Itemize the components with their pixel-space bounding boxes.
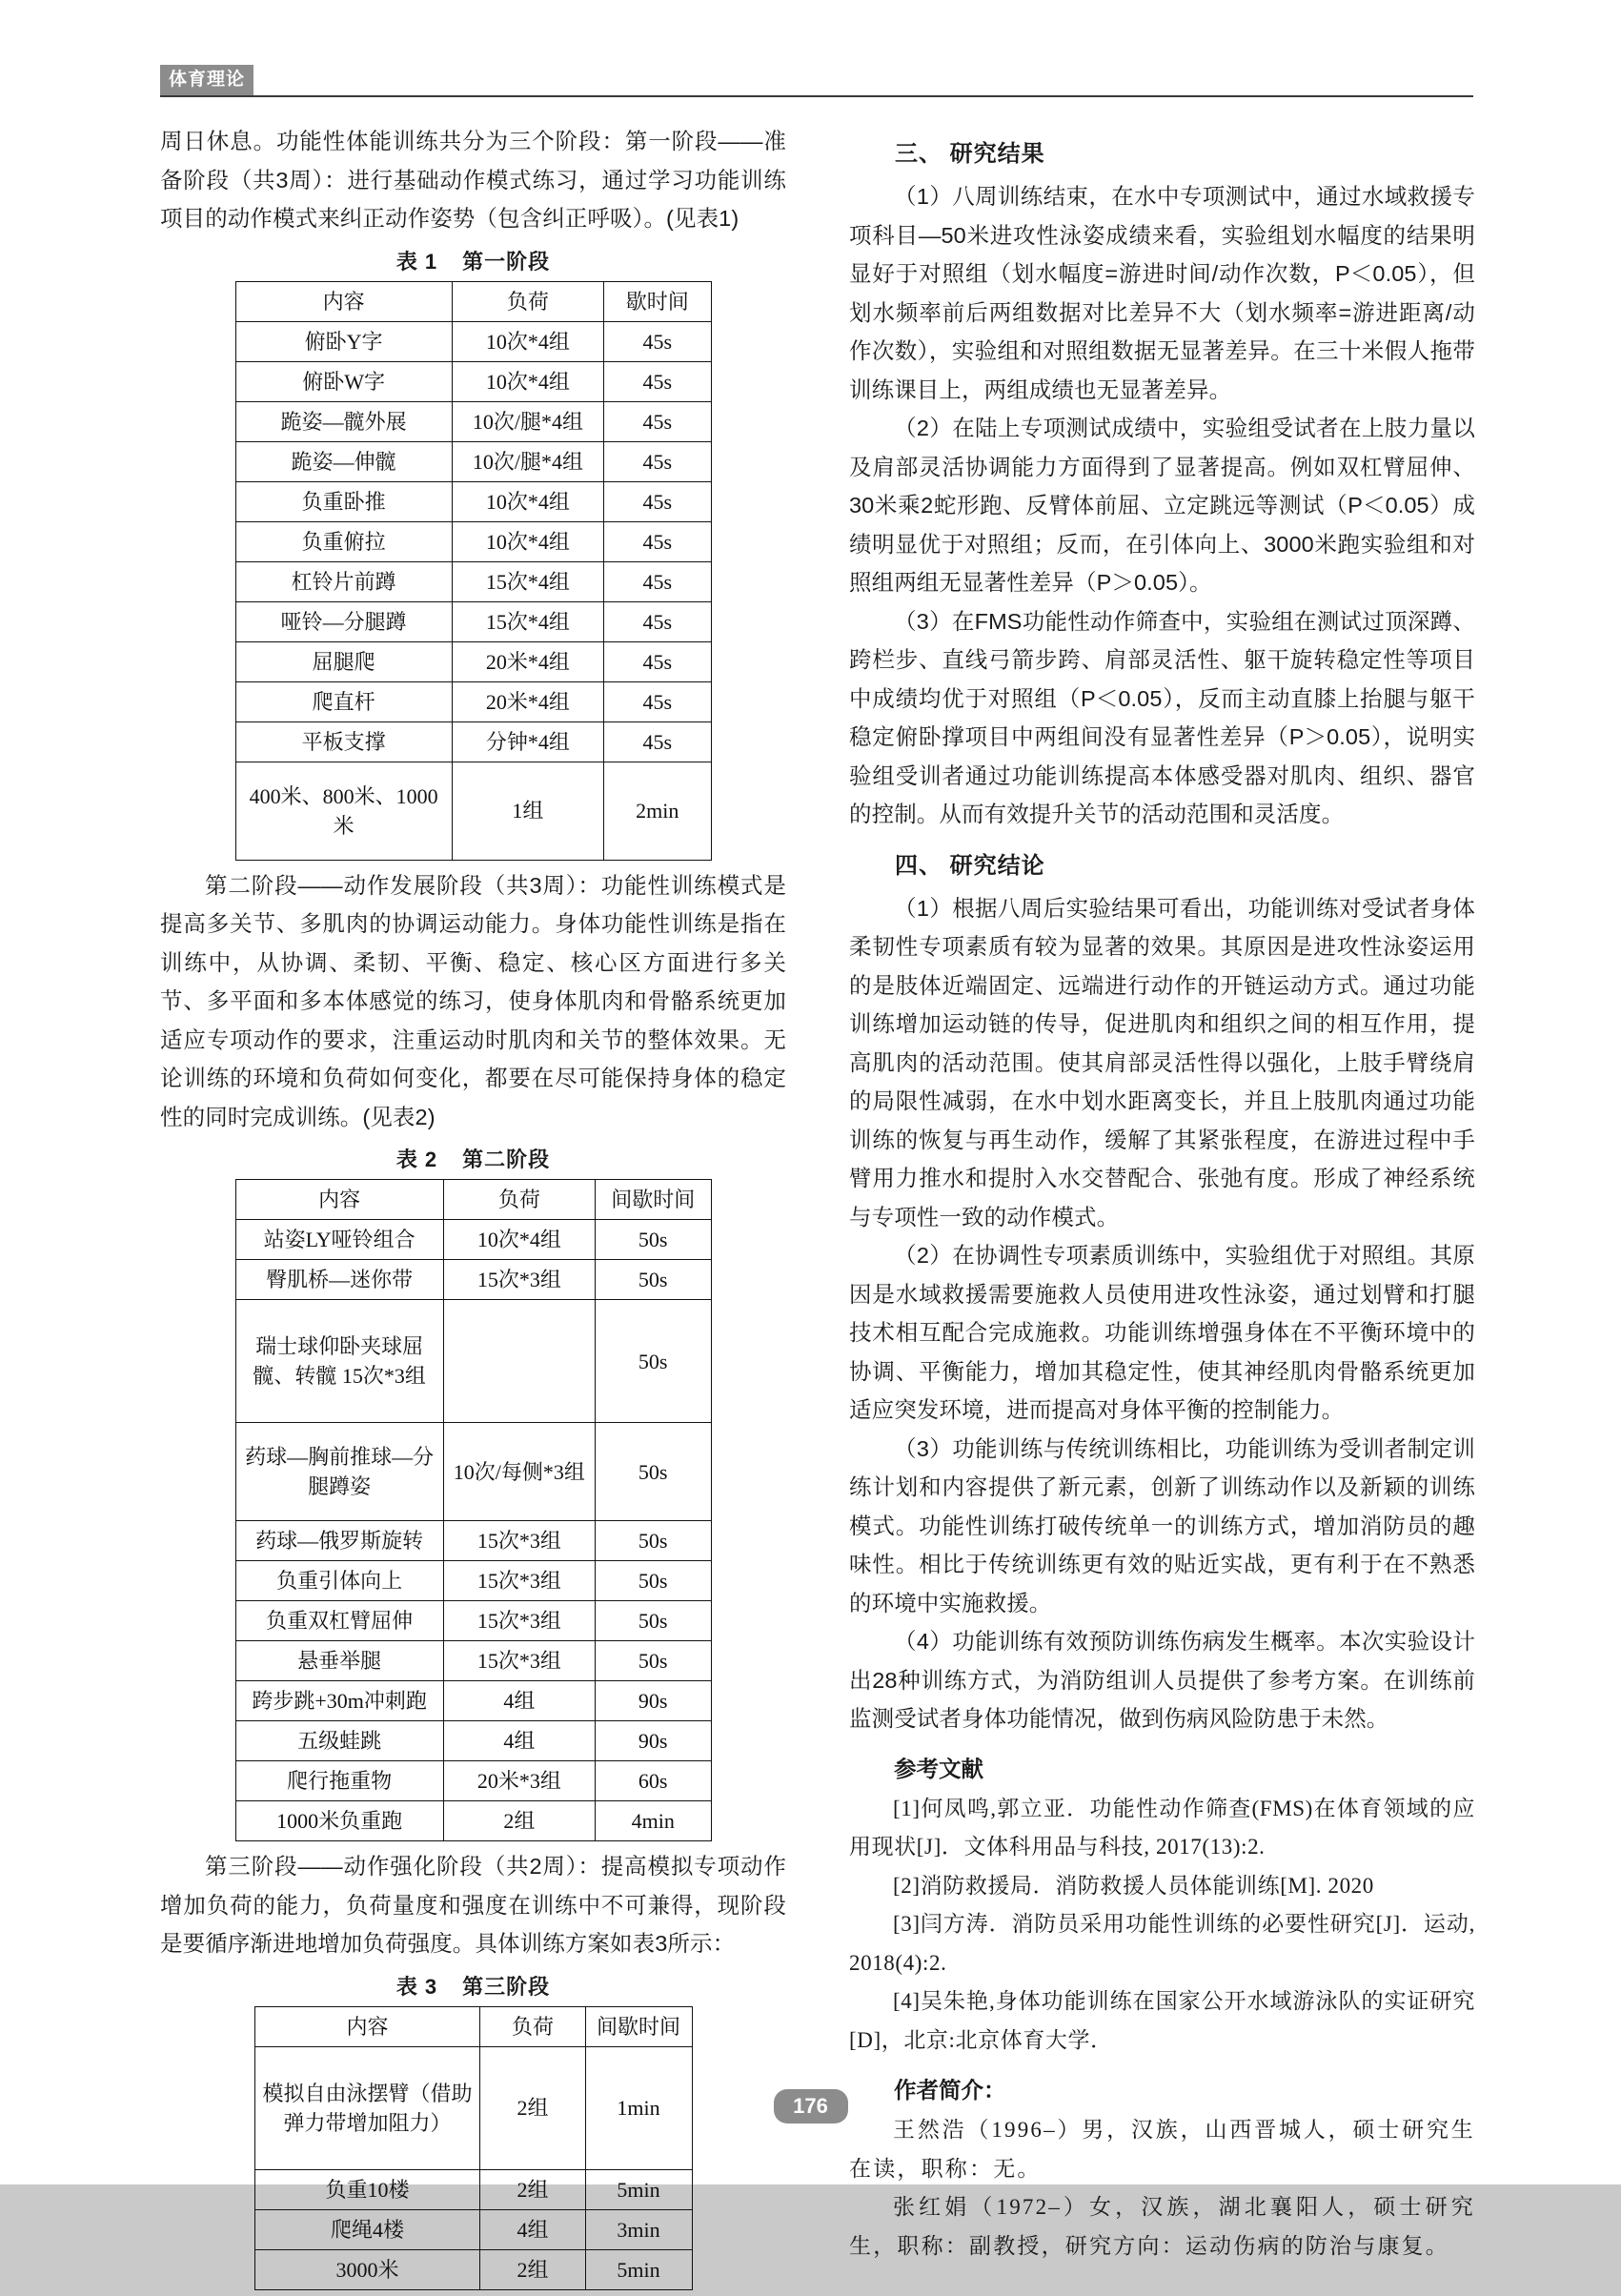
cell-rest: 45s <box>604 361 711 401</box>
cell-content: 俯卧Y字 <box>235 321 452 361</box>
cell-rest: 45s <box>604 481 711 521</box>
table-row <box>235 1300 711 1423</box>
cell-load: 10次*4组 <box>452 361 603 401</box>
cell-interval: 3min <box>585 2209 692 2249</box>
cell-load: 20米*3组 <box>443 1761 595 1801</box>
cell-interval: 5min <box>585 2169 692 2209</box>
table-stage-three <box>254 2006 693 2290</box>
cell-interval: 1min <box>585 2046 692 2169</box>
cell-content: 爬直杆 <box>235 681 452 721</box>
paragraph-stage-three: 第三阶段——动作强化阶段（共2周）：提高模拟专项动作增加负荷的能力，负荷量度和强度在训练中不可兼得，现阶段是要循序渐进地增加负荷强度。具体训练方案如表3所示： <box>160 1854 786 1956</box>
table-stage-one <box>235 281 712 861</box>
conclusion-paragraph-3: （3）功能训练与传统训练相比，功能训练为受训者制定训练计划和内容提供了新元素，创新了训练动作以及新颖的训练模式。功能性训练打破传统单一的训练方式，增加消防员的趣味性。相比于传统训练更有效的贴近实战，更有利于在不熟悉的环境中实施救援。 <box>849 1435 1475 1615</box>
table1-caption-label: 表 1 <box>395 249 438 274</box>
table-row <box>235 1721 711 1761</box>
cell-interval: 50s <box>595 1561 711 1601</box>
table-header-row <box>235 1180 711 1220</box>
cell-load: 分钟*4组 <box>452 721 603 762</box>
cell-load: 10次*4组 <box>452 321 603 361</box>
cell-interval: 50s <box>595 1601 711 1641</box>
cell-load: 10次*4组 <box>452 521 603 561</box>
result-paragraph-2: （2）在陆上专项测试成绩中，实验组受试者在上肢力量以及肩部灵活协调能力方面得到了显著提高。例如双杠臂屈伸、30米乘2蛇形跑、反臂体前屈、立定跳远等测试（P＜0.05）成绩明显优于对照组；反而，在引体向上、3000米跑实验组和对照组两组无显著性差异（P＞0.05）。 <box>849 416 1475 595</box>
table-row <box>235 1801 711 1841</box>
cell-content: 站姿LY哑铃组合 <box>235 1220 443 1260</box>
column-header-load: 负荷 <box>452 281 603 321</box>
cell-load: 2组 <box>443 1801 595 1841</box>
cell-content: 400米、800米、1000米 <box>235 762 452 860</box>
cell-content: 1000米负重跑 <box>235 1801 443 1841</box>
two-column-body <box>160 122 1475 2296</box>
section-heading-conclusions: 四、 研究结论 <box>895 852 1045 879</box>
table1-caption <box>160 246 786 275</box>
cell-rest: 45s <box>604 401 711 441</box>
table1-caption-title: 第一阶段 <box>462 249 551 274</box>
cell-rest: 45s <box>604 721 711 762</box>
page-number: 176 <box>774 2089 848 2123</box>
table-row <box>235 441 711 481</box>
conclusion-paragraph-2: （2）在协调性专项素质训练中，实验组优于对照组。其原因是水域救援需要施救人员使用进攻性泳姿，通过划臂和打腿技术相互配合完成施救。功能训练增强身体在不平衡环境中的协调、平衡能力，增加其稳定性，使其神经肌肉骨骼系统更加适应突发环境，进而提高对身体平衡的控制能力。 <box>849 1243 1475 1422</box>
table-row <box>235 762 711 860</box>
cell-content: 药球—胸前推球—分腿蹲姿 <box>235 1423 443 1521</box>
cell-content: 跪姿—髋外展 <box>235 401 452 441</box>
cell-rest: 45s <box>604 601 711 641</box>
cell-content: 3000米 <box>254 2249 480 2289</box>
cell-rest: 45s <box>604 321 711 361</box>
table-row <box>235 721 711 762</box>
author-bio-item: 王然浩（1996–）男，汉族，山西晋城人，硕士研究生在读，职称：无。 <box>849 2118 1475 2181</box>
cell-rest: 45s <box>604 561 711 601</box>
cell-load: 15次*4组 <box>452 561 603 601</box>
column-header-content: 内容 <box>254 2006 480 2046</box>
cell-rest: 2min <box>604 762 711 860</box>
cell-rest: 45s <box>604 521 711 561</box>
paragraph-intro: 周日休息。功能性体能训练共分为三个阶段：第一阶段——准备阶段（共3周）：进行基础动作模式练习，通过学习功能训练项目的动作模式来纠正动作姿势（包含纠正呼吸）。(见表1) <box>160 129 786 231</box>
header-divider <box>160 95 1473 97</box>
reference-item: [1]何凤鸣,郭立亚．功能性动作筛查(FMS)在体育领域的应用现状[J]．文体科用品与科技, 2017(13):2. <box>849 1796 1475 1859</box>
table-row <box>235 1601 711 1641</box>
cell-content: 臀肌桥—迷你带 <box>235 1260 443 1300</box>
cell-load: 4组 <box>443 1681 595 1721</box>
cell-rest: 45s <box>604 641 711 681</box>
cell-interval: 90s <box>595 1721 711 1761</box>
reference-item: [3]闫方涛．消防员采用功能性训练的必要性研究[J]．运动, 2018(4):2. <box>849 1912 1475 1975</box>
cell-content: 药球—俄罗斯旋转 <box>235 1521 443 1561</box>
cell-load: 15次*3组 <box>443 1601 595 1641</box>
cell-interval: 50s <box>595 1300 711 1423</box>
cell-load: 15次*3组 <box>443 1521 595 1561</box>
cell-load: 10次/腿*4组 <box>452 401 603 441</box>
column-header-content: 内容 <box>235 1180 443 1220</box>
column-header-content: 内容 <box>235 281 452 321</box>
cell-content: 负重10楼 <box>254 2169 480 2209</box>
table-row <box>235 561 711 601</box>
cell-load <box>443 1300 595 1423</box>
table-row <box>235 1423 711 1521</box>
cell-load: 4组 <box>480 2209 585 2249</box>
references-heading: 参考文献 <box>894 1756 983 1781</box>
left-column <box>160 122 786 2296</box>
cell-load: 15次*3组 <box>443 1260 595 1300</box>
cell-content: 负重俯拉 <box>235 521 452 561</box>
cell-content: 俯卧W字 <box>235 361 452 401</box>
cell-content: 跨步跳+30m冲刺跑 <box>235 1681 443 1721</box>
right-column <box>849 122 1475 2296</box>
cell-content: 负重双杠臂屈伸 <box>235 1601 443 1641</box>
table-header-row <box>254 2006 692 2046</box>
table-row <box>235 521 711 561</box>
page-footer <box>0 2089 1621 2123</box>
table-row <box>235 1561 711 1601</box>
table-row <box>235 1220 711 1260</box>
table3-caption <box>160 1971 786 2001</box>
cell-load: 10次/每侧*3组 <box>443 1423 595 1521</box>
cell-content: 负重引体向上 <box>235 1561 443 1601</box>
cell-content: 模拟自由泳摆臂（借助弹力带增加阻力） <box>254 2046 480 2169</box>
header-category-tag: 体育理论 <box>160 65 253 96</box>
cell-content: 跪姿—伸髋 <box>235 441 452 481</box>
table-row <box>235 361 711 401</box>
cell-interval: 50s <box>595 1521 711 1561</box>
cell-load: 15次*3组 <box>443 1641 595 1681</box>
table-row <box>235 481 711 521</box>
cell-load: 10次*4组 <box>452 481 603 521</box>
table3-caption-label: 表 3 <box>395 1974 438 1999</box>
cell-content: 爬绳4楼 <box>254 2209 480 2249</box>
table-row <box>235 1641 711 1681</box>
cell-content: 五级蛙跳 <box>235 1721 443 1761</box>
cell-content: 负重卧推 <box>235 481 452 521</box>
cell-load: 20米*4组 <box>452 681 603 721</box>
table-row <box>254 2249 692 2289</box>
cell-interval: 50s <box>595 1220 711 1260</box>
cell-content: 屈腿爬 <box>235 641 452 681</box>
table-row <box>235 641 711 681</box>
cell-interval: 90s <box>595 1681 711 1721</box>
result-paragraph-1: （1）八周训练结束，在水中专项测试中，通过水域救援专项科目—50米进攻性泳姿成绩来看，实验组划水幅度的结果明显好于对照组（划水幅度=游进时间/动作次数，P＜0.05），但划水频率前后两组数据对比差异不大（划水频率=游进距离/动作次数），实验组和对照组数据无显著差异。在三十米假人拖带训练课目上，两组成绩也无显著差异。 <box>849 184 1475 402</box>
table3-caption-title: 第三阶段 <box>462 1974 551 1999</box>
cell-interval: 50s <box>595 1423 711 1521</box>
column-header-interval: 间歇时间 <box>585 2006 692 2046</box>
column-header-load: 负荷 <box>480 2006 585 2046</box>
table-row <box>235 1681 711 1721</box>
reference-item: [2]消防救援局．消防救援人员体能训练[M]. 2020 <box>893 1873 1374 1898</box>
column-header-interval: 间歇时间 <box>595 1180 711 1220</box>
table-row <box>235 1521 711 1561</box>
cell-interval: 50s <box>595 1260 711 1300</box>
cell-load: 1组 <box>452 762 603 860</box>
cell-rest: 45s <box>604 441 711 481</box>
conclusion-paragraph-1: （1）根据八周后实验结果可看出，功能训练对受试者身体柔韧性专项素质有较为显著的效果。其原因是进攻性泳姿运用的是肢体近端固定、远端进行动作的开链运动方式。通过功能训练增加运动链的传导，促进肌肉和组织之间的相互作用，提高肌肉的活动范围。使其肩部灵活性得以强化，上肢手臂绕肩的局限性减弱，在水中划水距离变长，并且上肢肌肉通过功能训练的恢复与再生动作，缓解了其紧张程度，在游进过程中手臂用力推水和提肘入水交替配合、张弛有度。形成了神经系统与专项性一致的动作模式。 <box>849 895 1475 1229</box>
result-paragraph-3: （3）在FMS功能性动作筛查中，实验组在测试过顶深蹲、跨栏步、直线弓箭步跨、肩部灵活性、躯干旋转稳定性等项目中成绩均优于对照组（P＜0.05），反而主动直膝上抬腿与躯干稳定俯卧撑项目中两组间没有显著性差异（P＞0.05），说明实验组受训者通过功能训练提高本体感受器对肌肉、组织、器官的控制。从而有效提升关节的活动范围和灵活度。 <box>849 608 1475 826</box>
table-row <box>235 401 711 441</box>
cell-load: 4组 <box>443 1721 595 1761</box>
cell-load: 2组 <box>480 2046 585 2169</box>
table-row <box>254 2209 692 2249</box>
column-header-rest: 歇时间 <box>604 281 711 321</box>
cell-content: 悬垂举腿 <box>235 1641 443 1681</box>
cell-interval: 60s <box>595 1761 711 1801</box>
table2-caption-title: 第二阶段 <box>462 1148 551 1171</box>
section-heading-results: 三、 研究结果 <box>895 141 1045 167</box>
author-bio-item: 张红娟（1972–）女，汉族，湖北襄阳人，硕士研究生，职称：副教授，研究方向：运动伤病的防治与康复。 <box>849 2195 1475 2258</box>
table-stage-two <box>235 1179 712 1841</box>
table-row <box>254 2169 692 2209</box>
cell-content: 爬行拖重物 <box>235 1761 443 1801</box>
table-row <box>235 681 711 721</box>
cell-load: 15次*3组 <box>443 1561 595 1601</box>
column-header-load: 负荷 <box>443 1180 595 1220</box>
table2-caption <box>160 1144 786 1173</box>
table-row <box>235 1761 711 1801</box>
cell-content: 杠铃片前蹲 <box>235 561 452 601</box>
cell-content: 哑铃—分腿蹲 <box>235 601 452 641</box>
running-header <box>160 65 1473 97</box>
table2-caption-label: 表 2 <box>395 1148 438 1171</box>
table-row <box>235 601 711 641</box>
cell-interval: 4min <box>595 1801 711 1841</box>
cell-load: 15次*4组 <box>452 601 603 641</box>
table-row <box>235 321 711 361</box>
paragraph-stage-two: 第二阶段——动作发展阶段（共3周）：功能性训练模式是提高多关节、多肌肉的协调运动能力。身体功能性训练是指在训练中，从协调、柔韧、平衡、稳定、核心区方面进行多关节、多平面和多本体感觉的练习，使身体肌肉和骨骼系统更加适应专项动作的要求，注重运动时肌肉和关节的整体效果。无论训练的环境和负荷如何变化，都要在尽可能保持身体的稳定性的同时完成训练。(见表2) <box>160 872 786 1129</box>
reference-item: [4]吴朱艳,身体功能训练在国家公开水域游泳队的实证研究[D]，北京:北京体育大学． <box>849 1989 1475 2052</box>
conclusion-paragraph-4: （4）功能训练有效预防训练伤病发生概率。本次实验设计出28种训练方式，为消防组训人员提供了参考方案。在训练前监测受试者身体功能情况，做到伤病风险防患于未然。 <box>849 1629 1475 1731</box>
cell-load: 20米*4组 <box>452 641 603 681</box>
cell-load: 10次/腿*4组 <box>452 441 603 481</box>
cell-content: 瑞士球仰卧夹球屈髋、转髋 15次*3组 <box>235 1300 443 1423</box>
table-header-row <box>235 281 711 321</box>
cell-interval: 50s <box>595 1641 711 1681</box>
author-bio-heading: 作者简介： <box>894 2078 1006 2103</box>
table-row <box>235 1260 711 1300</box>
cell-interval: 5min <box>585 2249 692 2289</box>
cell-load: 10次*4组 <box>443 1220 595 1260</box>
cell-content: 平板支撑 <box>235 721 452 762</box>
cell-load: 2组 <box>480 2249 585 2289</box>
cell-rest: 45s <box>604 681 711 721</box>
cell-load: 2组 <box>480 2169 585 2209</box>
